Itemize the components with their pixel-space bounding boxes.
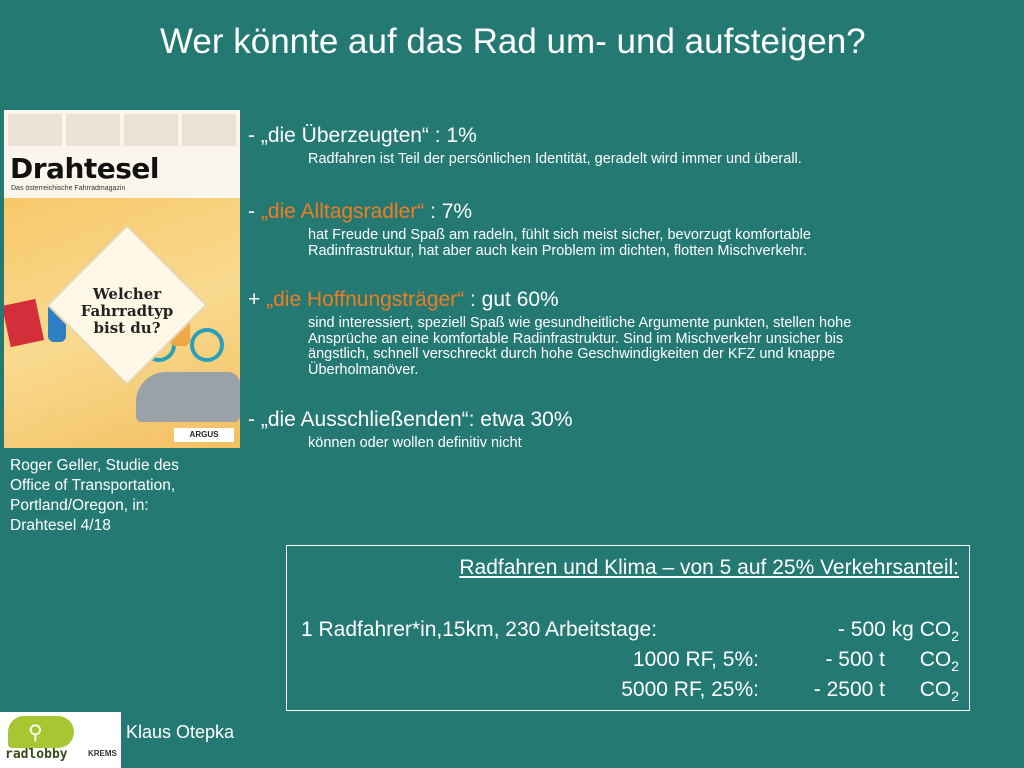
cover-headline [62,286,192,337]
type-description [308,316,948,378]
type-description [308,228,948,259]
type-share: : 1% [428,124,477,147]
logo-region: KREMS [88,749,117,758]
type-item-alltagsradler [248,200,948,259]
type-name: „die Überzeugten“ [260,124,429,147]
climate-row-value [838,618,959,644]
type-name: „die Hoffnungsträger“ [266,288,465,311]
cover-car-illustration [136,372,240,422]
magazine-cover-image [4,110,240,448]
climate-box-title: Radfahren und Klima – von 5 auf 25% Verkehrsanteil: [459,556,959,579]
caption-line: Roger Geller, Studie des [10,457,179,474]
co2-subscript: 2 [951,658,959,674]
type-description [308,436,948,452]
cover-argus-badge: ARGUS [174,428,234,442]
type-heading [248,200,948,224]
description-line: hat Freude und Spaß am radeln, fühlt sich meist sicher, bevorzugt komfortable [308,227,811,243]
cover-masthead: Drahtesel [10,152,160,185]
description-line: Überholmanöver. [308,361,419,378]
climate-row-label: 1000 RF, 5%: [632,648,759,671]
description-line: ängstlich, schnell verschreckt durch hohe Geschwindigkeiten der KFZ und knappe [308,346,836,362]
cover-bike-wheel [190,328,224,362]
climate-row-label: 5000 RF, 25%: [621,678,759,701]
type-description [308,152,948,168]
climate-row-label: 1 Radfahrer*in,15km, 230 Arbeitstage: [301,618,658,641]
author-name: Klaus Otepka [126,722,235,742]
type-name: „die Ausschließenden“ [260,408,469,431]
type-share: : 7% [424,200,473,223]
caption-line: Office of Transportation, [10,477,176,494]
description-line: Radfahren ist Teil der persönlichen Identität, geradelt wird immer und überall. [308,151,802,167]
cover-top-strip [4,110,240,150]
type-heading [248,124,948,148]
co2-unit: CO [919,648,952,671]
type-heading [248,288,948,312]
type-share: : gut 60% [464,288,559,311]
type-item-ueberzeugte [248,124,948,168]
description-line: Radinfrastruktur, hat aber auch kein Problem im dichten, flotten Mischverkehr. [308,242,807,259]
type-prefix: - [248,408,261,431]
image-caption [10,456,230,536]
cover-headline-line: Fahrradtyp [80,302,174,320]
type-prefix: + [248,288,267,311]
climate-row-value: - 2500 t [813,678,885,701]
caption-line: Portland/Oregon, in: [10,497,149,514]
climate-summary-box [286,545,970,711]
co2-subscript: 2 [951,628,959,644]
type-prefix: - [248,124,261,147]
cover-headline-line: Welcher [92,285,162,303]
climate-row-unit [920,648,959,674]
slide-title: Wer könnte auf das Rad um- und aufsteigen? [160,22,866,61]
climate-value: - 500 kg CO [837,618,952,641]
climate-row-unit [920,678,959,704]
co2-unit: CO [919,678,952,701]
bicycle-icon: ⚲ [28,720,43,744]
type-share: : etwa 30% [468,408,573,431]
description-line: können oder wollen definitiv nicht [308,435,522,451]
type-prefix: - [248,200,261,223]
type-heading [248,408,948,432]
radlobby-logo [0,712,121,768]
cover-subtitle: Das österreichische Fahrradmagazin [11,185,126,192]
description-line: Ansprüche an eine komfortable Radinfrastruktur. Sind im Mischverkehr unsicher bis [308,330,844,347]
cover-headline-line: bist du? [93,319,161,337]
caption-line: Drahtesel 4/18 [10,517,111,534]
co2-subscript: 2 [951,688,959,704]
type-name: „die Alltagsradler“ [260,200,425,223]
logo-text: radlobby [5,747,68,762]
description-line: sind interessiert, speziell Spaß wie gesundheitliche Argumente punkten, stellen hohe [308,315,852,331]
type-item-hoffnungstraeger [248,288,948,378]
climate-row-value: - 500 t [825,648,885,671]
type-item-ausschliessende [248,408,948,452]
